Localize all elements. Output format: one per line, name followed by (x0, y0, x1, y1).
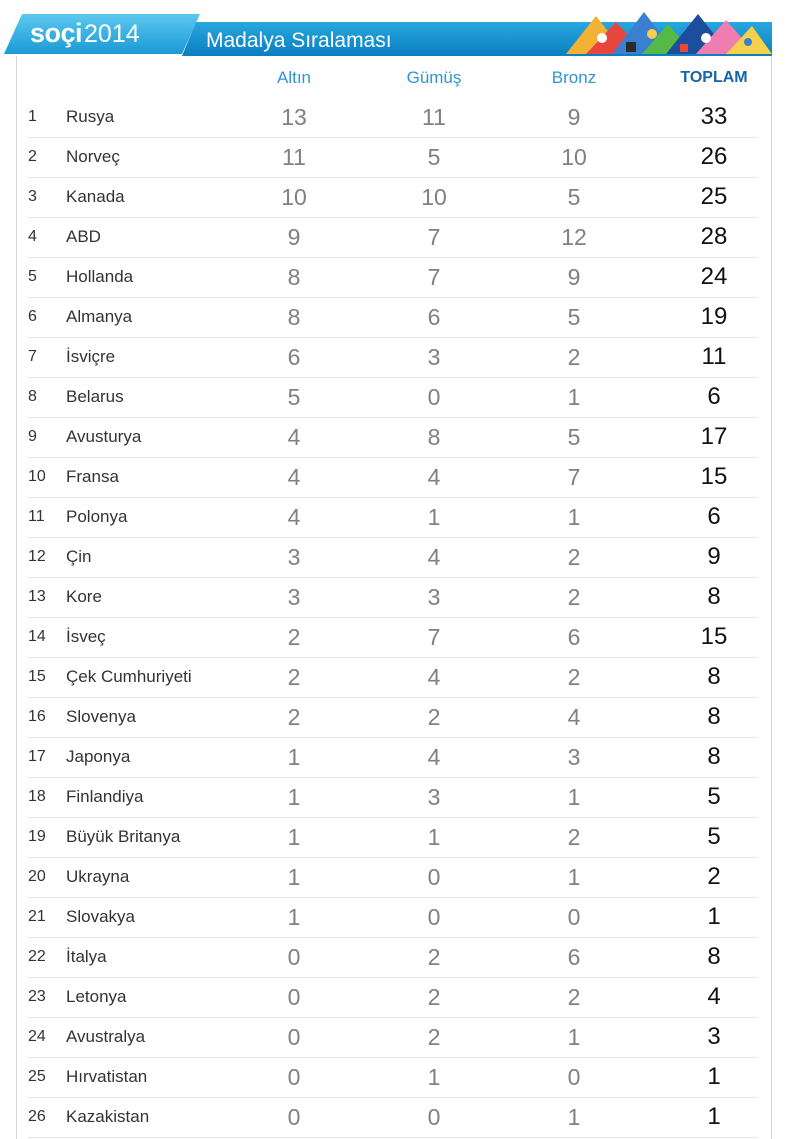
country-name: Norveç (66, 147, 120, 166)
silver-count: 7 (427, 624, 441, 650)
table-row (28, 337, 758, 378)
silver-count: 2 (427, 704, 441, 730)
total-count: 8 (707, 743, 721, 770)
country-name: Polonya (66, 507, 128, 526)
rank-cell: 15 (28, 668, 46, 685)
silver-count: 0 (427, 1104, 441, 1130)
rank-cell: 24 (28, 1028, 46, 1045)
gold-count: 0 (287, 1064, 301, 1090)
bronze-count: 12 (561, 224, 587, 250)
silver-count: 8 (427, 424, 441, 450)
bronze-count: 1 (567, 784, 581, 810)
silver-count: 10 (421, 184, 447, 210)
country-name: Finlandiya (66, 787, 144, 806)
total-count: 33 (700, 103, 728, 130)
silver-count: 3 (427, 584, 441, 610)
bronze-count: 1 (567, 1024, 581, 1050)
bronze-count: 9 (567, 264, 581, 290)
table-row (28, 97, 758, 138)
total-count: 5 (707, 823, 721, 850)
table-row (28, 657, 758, 698)
table-row (28, 177, 758, 218)
total-count: 3 (707, 1023, 721, 1050)
silver-count: 4 (427, 464, 441, 490)
sochi-logo (30, 13, 140, 58)
country-name: Slovakya (66, 907, 135, 926)
table-row (28, 1057, 758, 1098)
bronze-count: 1 (567, 864, 581, 890)
rank-cell: 14 (28, 628, 46, 645)
rank-cell: 11 (28, 508, 45, 525)
total-count: 5 (707, 783, 721, 810)
total-count: 6 (707, 383, 721, 410)
total-count: 8 (707, 943, 721, 970)
table-row (28, 1097, 758, 1138)
country-name: İsveç (66, 627, 106, 646)
rank-cell: 18 (28, 788, 46, 805)
gold-count: 0 (287, 1104, 301, 1130)
total-count: 6 (707, 503, 721, 530)
gold-count: 0 (287, 984, 301, 1010)
silver-count: 3 (427, 344, 441, 370)
column-header-silver: Gümüş (406, 68, 462, 87)
gold-count: 2 (287, 704, 301, 730)
bronze-count: 2 (567, 344, 581, 370)
total-count: 26 (700, 143, 728, 170)
table-row (28, 297, 758, 338)
silver-count: 4 (427, 664, 441, 690)
silver-count: 5 (427, 144, 441, 170)
country-name: Avustralya (66, 1027, 146, 1046)
country-name: Çek Cumhuriyeti (66, 667, 192, 686)
country-name: Çin (66, 547, 92, 566)
rank-cell: 9 (28, 428, 37, 445)
gold-count: 3 (287, 544, 301, 570)
bronze-count: 2 (567, 584, 581, 610)
country-name: Belarus (66, 387, 124, 406)
table-row (28, 457, 758, 498)
total-count: 15 (700, 463, 728, 490)
bronze-count: 10 (561, 144, 587, 170)
silver-count: 11 (422, 104, 446, 130)
table-row (28, 817, 758, 858)
total-count: 19 (700, 303, 728, 330)
rank-cell: 23 (28, 988, 46, 1005)
gold-count: 4 (287, 504, 301, 530)
page-title: Madalya Sıralaması (206, 29, 392, 52)
silver-count: 1 (427, 824, 441, 850)
rank-cell: 6 (28, 308, 37, 325)
total-count: 8 (707, 703, 721, 730)
country-name: Kazakistan (66, 1107, 150, 1126)
bronze-count: 2 (567, 664, 581, 690)
rank-cell: 20 (28, 868, 46, 885)
table-row (28, 257, 758, 298)
gold-count: 6 (287, 344, 301, 370)
bronze-count: 6 (567, 944, 581, 970)
country-name: Hırvatistan (66, 1067, 148, 1086)
gold-count: 13 (281, 104, 307, 130)
rank-cell: 13 (28, 588, 46, 605)
table-row (28, 937, 758, 978)
total-count: 11 (701, 343, 727, 370)
country-name: Letonya (66, 987, 127, 1006)
silver-count: 1 (427, 1064, 441, 1090)
rank-cell: 12 (28, 548, 46, 565)
total-count: 24 (700, 263, 728, 290)
gold-count: 3 (287, 584, 301, 610)
bronze-count: 1 (567, 504, 581, 530)
gold-count: 11 (282, 144, 306, 170)
bronze-count: 0 (567, 1064, 581, 1090)
country-name: Fransa (66, 467, 119, 486)
gold-count: 1 (287, 784, 301, 810)
header (0, 0, 788, 60)
decorative-pattern (556, 8, 772, 56)
rank-cell: 21 (28, 908, 46, 925)
table-row (28, 897, 758, 938)
table-row (28, 737, 758, 778)
bronze-count: 3 (567, 744, 581, 770)
country-name: Avusturya (66, 427, 142, 446)
total-count: 15 (700, 623, 728, 650)
bronze-count: 1 (567, 384, 581, 410)
country-name: Slovenya (66, 707, 136, 726)
gold-count: 4 (287, 424, 301, 450)
bronze-count: 1 (567, 1104, 581, 1130)
bronze-count: 9 (567, 104, 581, 130)
logo-word: soçi (30, 18, 83, 48)
rank-cell: 8 (28, 388, 37, 405)
gold-count: 8 (287, 264, 301, 290)
table-row (28, 977, 758, 1018)
total-count: 1 (707, 1103, 721, 1130)
silver-count: 2 (427, 1024, 441, 1050)
rank-cell: 4 (28, 228, 37, 245)
rank-cell: 1 (28, 108, 37, 125)
silver-count: 0 (427, 904, 441, 930)
total-count: 1 (707, 1063, 721, 1090)
rank-cell: 3 (28, 188, 37, 205)
column-header-bronze: Bronz (551, 68, 597, 87)
table-row (28, 537, 758, 578)
gold-count: 1 (287, 864, 301, 890)
bronze-count: 2 (567, 984, 581, 1010)
country-name: ABD (66, 227, 101, 246)
gold-count: 0 (287, 944, 301, 970)
gold-count: 0 (287, 1024, 301, 1050)
frame-border-left (16, 56, 17, 1139)
rank-cell: 10 (28, 468, 46, 485)
country-name: Ukrayna (66, 867, 130, 886)
silver-count: 4 (427, 744, 441, 770)
country-name: Japonya (66, 747, 131, 766)
rank-cell: 2 (28, 148, 37, 165)
rank-cell: 5 (28, 268, 37, 285)
column-header-gold: Altın (276, 68, 312, 87)
total-count: 1 (707, 903, 721, 930)
country-name: Kanada (66, 187, 125, 206)
column-header-total: TOPLAM (680, 69, 748, 86)
total-count: 28 (700, 223, 728, 250)
silver-count: 1 (427, 504, 441, 530)
bronze-count: 6 (567, 624, 581, 650)
rank-cell: 25 (28, 1068, 46, 1085)
bronze-count: 2 (567, 824, 581, 850)
country-name: Rusya (66, 107, 115, 126)
bronze-count: 5 (567, 184, 581, 210)
gold-count: 1 (287, 824, 301, 850)
silver-count: 7 (427, 264, 441, 290)
bronze-count: 5 (567, 424, 581, 450)
table-row (28, 1017, 758, 1058)
logo-year: 2014 (84, 20, 140, 48)
silver-count: 2 (427, 944, 441, 970)
total-count: 2 (707, 863, 721, 890)
silver-count: 0 (427, 384, 441, 410)
table-row (28, 577, 758, 618)
gold-count: 9 (287, 224, 301, 250)
total-count: 8 (707, 583, 721, 610)
gold-count: 4 (287, 464, 301, 490)
rank-cell: 22 (28, 948, 46, 965)
table-row (28, 857, 758, 898)
gold-count: 8 (287, 304, 301, 330)
table-row (28, 497, 758, 538)
silver-count: 3 (427, 784, 441, 810)
country-name: İtalya (66, 947, 107, 966)
table-row (28, 617, 758, 658)
total-count: 17 (700, 423, 728, 450)
gold-count: 2 (287, 664, 301, 690)
bronze-count: 2 (567, 544, 581, 570)
total-count: 4 (707, 983, 721, 1010)
table-row (28, 777, 758, 818)
bronze-count: 4 (567, 704, 581, 730)
bronze-count: 5 (567, 304, 581, 330)
gold-count: 5 (287, 384, 301, 410)
bronze-count: 7 (567, 464, 581, 490)
silver-count: 7 (427, 224, 441, 250)
rank-cell: 7 (28, 348, 37, 365)
rank-cell: 17 (28, 748, 46, 765)
rank-cell: 16 (28, 708, 46, 725)
country-name: Hollanda (66, 267, 134, 286)
country-name: İsviçre (66, 347, 116, 366)
table-row (28, 697, 758, 738)
total-count: 9 (707, 543, 721, 570)
gold-count: 1 (287, 904, 301, 930)
table-row (28, 217, 758, 258)
silver-count: 6 (427, 304, 441, 330)
table-row (28, 377, 758, 418)
total-count: 25 (700, 183, 728, 210)
bronze-count: 0 (567, 904, 581, 930)
country-name: Almanya (66, 307, 133, 326)
country-name: Büyük Britanya (66, 827, 181, 846)
gold-count: 10 (281, 184, 307, 210)
rank-cell: 26 (28, 1108, 46, 1125)
country-name: Kore (66, 587, 102, 606)
total-count: 8 (707, 663, 721, 690)
rank-cell: 19 (28, 828, 46, 845)
gold-count: 1 (287, 744, 301, 770)
gold-count: 2 (287, 624, 301, 650)
table-row (28, 417, 758, 458)
table-row (28, 137, 758, 178)
silver-count: 2 (427, 984, 441, 1010)
silver-count: 4 (427, 544, 441, 570)
silver-count: 0 (427, 864, 441, 890)
